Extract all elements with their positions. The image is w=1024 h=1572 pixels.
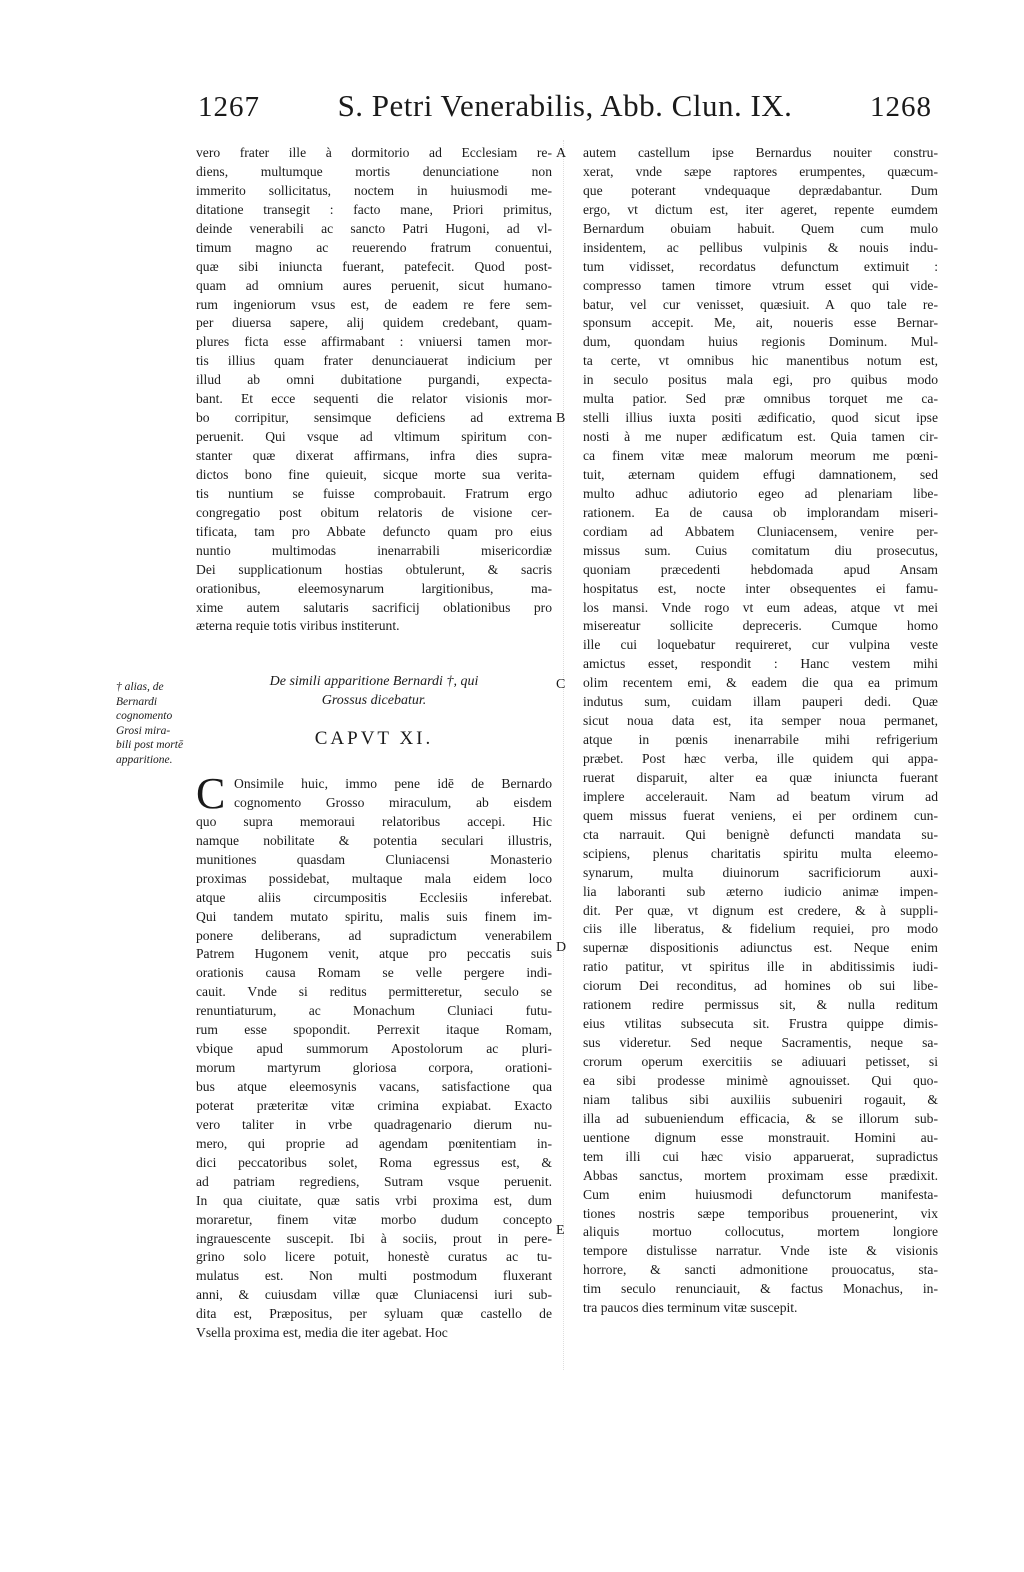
text-line: insidentem, ac pellibus vulpinis & nouis indu- — [583, 239, 938, 255]
text-line: ratio patitur, vt spiritus ille in abditissimis iudi- — [583, 959, 938, 975]
text-line: in seculo positus mala egi, pro quibus modo — [583, 372, 938, 388]
text-line: que poterant vndequaque deprædabantur. Dum — [583, 182, 938, 198]
text-line: orationibus, eleemosynarum largitionibus, ma- — [196, 580, 552, 596]
section-heading-line-2: Grossus dicebatur. — [321, 693, 427, 708]
text-line: dictos bono fine quieuit, sicque morte sua verita- — [196, 466, 552, 482]
text-line: implere accelerauit. Nam ad beatum virum ad — [583, 788, 938, 804]
text-line: cognomento — [116, 710, 173, 723]
text-line: uentione dignum esse monstrauit. Homini au- — [583, 1129, 938, 1145]
text-line: Bernardum obuiam habuit. Quem cum mulo — [583, 220, 938, 236]
text-line: bus atque eleemosynis vacans, satisfactione qua — [196, 1079, 552, 1094]
page-number-right: 1268 — [870, 91, 932, 123]
text-line: tempore distulisse narratur. Vnde iste & visionis — [583, 1243, 938, 1259]
text-line: ciorum Dei reconditus, ad homines ob sui libe- — [583, 978, 938, 994]
text-line: multa patior. Sed præ omnibus torquet me ca- — [583, 391, 938, 407]
text-line: ea sibi prodesse minimè agnouisset. Qui quo- — [583, 1072, 938, 1088]
text-line: dici peccatoribus solet, Roma egressus est, & — [196, 1154, 552, 1170]
text-line: quo supra memoraui relatoribus accepi. Hic — [196, 813, 552, 829]
text-line: sponsum accepit. Me, ait, noueris esse Bernar- — [583, 315, 938, 331]
text-line: timum magno ac reuerendo fratrum conuentui, — [196, 239, 552, 255]
section-heading-line-1: De simili apparitione Bernardi †, qui — [269, 674, 479, 689]
text-line: apparitione. — [116, 753, 173, 766]
text-line: rum ingeniorum vsus est, de eadem re fere sem- — [196, 296, 552, 312]
text-line: munitiones quasdam Cluniacensi Monasterio — [196, 851, 552, 867]
text-line: poterat præteritæ vitæ crimina expiabat. Exacto — [196, 1097, 552, 1113]
text-line: stelli illius iuxta positi ædificatio, quod sicut ipse — [583, 410, 938, 426]
text-line: æterna requie totis viribus institerunt. — [196, 618, 400, 634]
text-line: præbet. Post hæc verba, ille quidem qui appa- — [583, 751, 938, 766]
text-line: rationem redire permissus sit, & nulla reditum — [583, 997, 938, 1013]
text-line: Qui tandem mutato spiritu, malis suis finem im- — [196, 908, 552, 924]
text-line: cta narrauit. Qui benignè defuncti mandata su- — [583, 826, 938, 842]
text-line: niam talibus sibi auxiliis subueniri rogauit, & — [583, 1091, 938, 1107]
text-line: synarum, multa diuinorum sacrificiorum auxi- — [583, 864, 938, 880]
text-line: mulatus est. Non multi postmodum fluxerant — [196, 1268, 552, 1284]
text-line: dum, quondam huius regionis Dominum. Mul- — [583, 334, 938, 350]
text-line: Patrem Hugonem venit, atque pro peccatis suis — [196, 946, 552, 962]
section-marker-d: D — [556, 940, 567, 955]
text-line: ditatione transegit : facto mane, Priori primitus, — [196, 201, 552, 217]
text-line: bili post mortē — [116, 739, 184, 752]
text-line: deinde venerabili ac sancto Patri Hugoni, ad vl- — [196, 220, 552, 236]
text-line: ciis ille liberatus, & fidelium requiei, pro modo — [583, 921, 938, 937]
text-line: anni, & cuiusdam villæ quæ Cluniacensi iuri sub- — [196, 1287, 552, 1303]
section-heading — [196, 672, 552, 710]
margin-note — [116, 680, 206, 768]
text-line: bant. Et ecce sequenti die relator visionis mor- — [196, 391, 552, 407]
text-line: xerat, vnde sæpe raptores erumpentes, quæcum- — [583, 163, 938, 179]
text-line: tis illius quam frater denunciauerat indicium per — [196, 353, 552, 369]
text-line: eius vtilitas subsecuta sit. Frustra quippe dimis- — [583, 1016, 938, 1032]
text-line: misereatur sollicite depreceris. Cumque homo — [583, 618, 938, 634]
text-line: tum vidisset, recordatus defunctum extimuit : — [583, 258, 938, 274]
text-line: Bernardi — [116, 695, 158, 708]
text-line: cordiam ad Abbatem Cluniacensem, venire per- — [583, 523, 938, 539]
text-line: ponere deliberans, ad supradictum venerabilem — [196, 927, 552, 943]
text-line: renuntiaturum, ac Monachum Cluniaci futu- — [196, 1003, 552, 1019]
section-marker-c: C — [556, 677, 566, 692]
text-line: In qua ciuitate, quæ satis vrbi proxima est, dum — [196, 1192, 552, 1208]
text-line: atque aliis circumpositis Ecclesiis inferebat. — [196, 889, 552, 905]
text-line: plures ficta esse affirmabant : vniuersi tamen mor- — [196, 334, 552, 350]
text-line: batur, vel cur venisset, quæsiuit. A quo tale re- — [583, 296, 938, 312]
section-marker-a: A — [556, 146, 567, 161]
text-line: quæ sibi iniuncta fuerant, patefecit. Quod post- — [196, 258, 552, 274]
text-line: orationis causa Romam se velle pergere indi- — [196, 965, 552, 981]
text-line: ingrauescente suscepit. Ibi à sociis, prout in pere- — [196, 1230, 552, 1246]
text-line: rationem. Ea de causa ob implorandam miseri- — [583, 504, 938, 520]
text-line: Cum enim huiusmodi defunctorum manifesta- — [583, 1186, 938, 1202]
text-line: Onsimile huic, immo pene idē de Bernardo — [234, 776, 552, 791]
text-line: cauit. Vnde si reditus permitteretur, seculo se — [196, 984, 552, 1000]
text-line: vero frater ille à dormitorio ad Ecclesiam re- — [196, 145, 552, 160]
text-line: hospitatus est, nocte inter obsequentes ei famu- — [583, 580, 938, 596]
text-line: horrore, & sancti admonitione prouocatus, sta- — [583, 1262, 938, 1278]
text-line: illud ab omni dubitatione purgandi, expecta- — [196, 372, 552, 388]
text-line: multo adhuc adiutorio egeo ad plenariam libe- — [583, 485, 938, 501]
column-divider — [563, 140, 565, 1370]
text-line: immerito sollicitatus, noctem in huiusmodi me- — [196, 182, 552, 198]
text-line: ca finem vitæ meæ malorum meorum me pœni- — [583, 448, 938, 463]
text-line: tra paucos dies terminum vitæ suscepit. — [583, 1300, 798, 1316]
drop-cap: C — [196, 769, 226, 818]
running-title: S. Petri Venerabilis, Abb. Clun. IX. — [337, 88, 793, 123]
text-line: sus videretur. Sed neque Sacramentis, neque sa- — [583, 1035, 938, 1051]
text-line: nuntio multimodas inenarrabili misericordiæ — [196, 542, 552, 558]
text-line: tiones nostris sæpe temporibus prouenerint, vix — [583, 1205, 938, 1221]
text-line: Grosi mira- — [116, 724, 171, 737]
left-column-chapter — [196, 769, 552, 1343]
text-line: ad patriam regrediens, Sutram vsque peruenit. — [196, 1173, 552, 1189]
text-line: quem missus fuerat veniens, ei per ordinem cun- — [583, 807, 938, 823]
text-line: dit. Per quæ, vt dignum est credere, & à suppli- — [583, 902, 938, 918]
text-line: quoniam præcedenti hebdomada apud Ansam — [583, 561, 938, 577]
text-line: cognomento Grosso miraculum, ab eisdem — [234, 794, 552, 810]
text-line: los mansi. Vnde rogo vt eum adeas, atque vt mei — [583, 599, 938, 615]
text-line: ergo, vt dictum est, iter ageret, repente eumdem — [583, 201, 938, 217]
text-line: moraretur, finem vitæ morbo dudum concepto — [196, 1211, 552, 1227]
page-number-left: 1267 — [198, 91, 260, 123]
text-line: missus sum. Cuius comitatum diu prosecutus, — [583, 542, 938, 558]
text-line: scipiens, plenus charitatis spiritu multa eleemo- — [583, 845, 938, 861]
text-line: vero taliter in vrbe quadragenario dierum nu- — [196, 1116, 552, 1132]
text-line: grino solo licere potuit, honestè curatus ac tu- — [196, 1249, 552, 1265]
text-line: diens, multumque mortis denunciatione non — [196, 163, 552, 179]
text-line: nosti à me nuper ædificatum est. Quia tamen cir- — [583, 429, 938, 445]
text-line: per diuersa sapere, alij quidem credebant, quam- — [196, 315, 552, 331]
text-line: † alias, de — [116, 681, 164, 693]
running-header — [198, 88, 932, 132]
text-line: proximas possidebat, multaque mala eidem loco — [196, 870, 552, 886]
text-line: vbique apud summorum Apostolorum ac pluri- — [196, 1041, 552, 1057]
text-line: amictus esset, respondit : Hanc vestem mihi — [583, 656, 938, 672]
text-line: compresso tamen timore vtrum esset qui vide- — [583, 277, 938, 293]
text-line: morum martyrum gloriosa corpora, orationi- — [196, 1060, 552, 1076]
text-line: crorum operum exercitiis se adiuuari petisset, si — [583, 1054, 938, 1069]
text-line: Abbas sanctus, mortem proximam esse prædixit. — [583, 1167, 938, 1183]
chapter-title: CAPVT XI. — [314, 728, 434, 749]
text-line: quam ad omnium aures peruenit, sicut humano- — [196, 277, 552, 293]
text-line: indutus sum, cuidam illam pauperi dedi. Quæ — [583, 694, 938, 710]
text-line: atque in pœnis inenarrabile mihi refrigerium — [583, 732, 938, 748]
text-line: ta certe, vt omnibus hic manentibus notum est, — [583, 353, 938, 369]
text-line: xime autem salutaris sacrificij oblationibus pro — [196, 599, 552, 615]
text-line: tim seculo renunciauit, & factus Monachus, in- — [583, 1281, 938, 1297]
text-line: peruenit. Qui vsque ad vltimum spiritum con- — [196, 429, 552, 445]
text-line: illa ad subueniendum efficacia, & se illorum sub- — [583, 1110, 938, 1126]
text-line: supernæ dispositionis adiunctus est. Neque enim — [583, 940, 938, 956]
text-line: autem castellum ipse Bernardus nouiter constru- — [583, 145, 938, 160]
text-line: sicut noua data est, ita semper noua permanet, — [583, 713, 938, 729]
text-line: tem illi cui hæc visio apparuerat, supradictus — [583, 1148, 938, 1164]
text-line: dita est, Præpositus, per syluam quæ castello de — [196, 1306, 552, 1322]
section-marker-e: E — [556, 1223, 565, 1238]
text-line: tificata, tam pro Abbate defuncto quam pro eius — [196, 523, 552, 539]
text-line: stanter quæ dixerat affirmans, infra dies supra- — [196, 448, 552, 463]
text-line: Vsella proxima est, media die iter agebat. Hoc — [196, 1325, 448, 1341]
text-line: tuit, æternam quidem effugi damnationem, sed — [583, 466, 938, 482]
section-marker-b: B — [556, 411, 566, 426]
text-line: mero, qui proprie ad agendam pœnitentiam in- — [196, 1135, 552, 1151]
text-line: Dei supplicationum hostias obtulerunt, & sacris — [196, 561, 552, 577]
text-line: tis nuntium se fuisse comprobauit. Fratrum ergo — [196, 485, 552, 501]
text-line: congregatio post obitum relatoris de visione cer- — [196, 504, 552, 520]
text-line: rum esse spopondit. Perrexit itaque Romam, — [196, 1022, 552, 1038]
text-line: namque nobilitate & potentia seculari illustris, — [196, 832, 552, 848]
text-line: aliquis mortuo collocutus, mortem longiore — [583, 1224, 938, 1240]
text-line: bo corripitur, sensimque deficiens ad extrema — [196, 410, 552, 426]
text-line: ille cui loquebatur requireret, cur vulpina veste — [583, 637, 938, 653]
text-line: lia laboranti sub æterno iudicio animæ impen- — [583, 883, 938, 899]
text-line: ruerat disparuit, alter ea quæ iniuncta fuerant — [583, 769, 938, 785]
left-column-upper — [196, 144, 552, 636]
right-column — [583, 144, 938, 1318]
text-line: olim recentem emi, & eadem die qua ea primum — [583, 675, 938, 691]
